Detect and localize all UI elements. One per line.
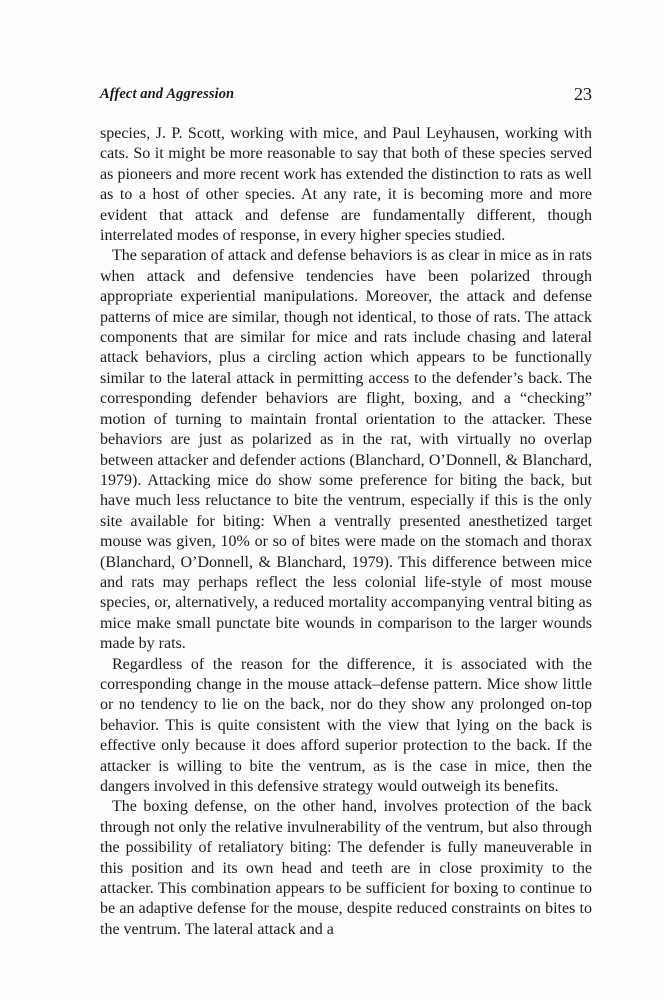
paragraph-boxing-defense: The boxing defense, on the other hand, involves protection of the back through not only the relative invulnerability of the ventrum, but also through the possibility of retaliatory biting: The defender is fully maneuverable in this position and its own head and teeth are in close proximity to the attacker. This combination appears to be sufficient for boxing to continue to be an adaptive defense for the mouse, despite reduced constraints on bites to the ventrum. The lateral attack and a xyxy=(100,798,592,938)
running-head xyxy=(100,86,592,108)
body-text xyxy=(100,124,592,940)
paragraph-continued: species, J. P. Scott, working with mice, and Paul Leyhausen, working with cats. So it might be more reasonable to say that both of these species served as pioneers and more recent work has extended the distinction to rats as well as to a host of other species. At any rate, it is becoming more and more evident that attack and defense are fundamentally different, though interrelated modes of response, in every higher species studied. xyxy=(100,125,592,245)
paragraph-lying-on-back: Regardless of the reason for the difference, it is associated with the corresponding change in the mouse attack–defense pattern. Mice show little or no tendency to lie on the back, nor do they show any prolonged on-top behavior. This is quite consistent with the view that lying on the back is effective only because it does afford superior protection to the back. If the attacker is willing to bite the ventrum, as is the case in mice, then the dangers involved in this defensive strategy would outweigh its benefits. xyxy=(100,655,592,795)
running-title: Affect and Aggression xyxy=(100,86,235,102)
paragraph-attack-defense-mice: The separation of attack and defense behaviors is as clear in mice as in rats when attack and defensive tendencies have been polarized through appropriate experiential manipulations. Moreover, the attack and defense patterns of mice are similar, though not identical, to those of rats. The attack components that are similar for mice and rats include chasing and lateral attack behaviors, plus a circling action which appears to be functionally similar to the lateral attack in permitting access to the defender’s back. The corresponding defender behaviors are flight, boxing, and a “checking” motion of turning to maintain frontal orientation to the attacker. These behaviors are just as polarized as in the rat, with virtually no overlap between attacker and defender actions (Blanchard, O’Donnell, & Blanchard, 1979). Attacking mice do show some preference for biting the back, but have much less reluctance to bite the ventrum, especially if this is the only site available for biting: When a ventrally presented anesthetized target mouse was given, 10% or so of bites were made on the stomach and thorax (Blanchard, O’Donnell, & Blanchard, 1979). This difference between mice and rats may perhaps reflect the less colonial life-style of most mouse species, or, alternatively, a reduced mortality accompanying ventral biting as mice make small punctate bite wounds in comparison to the larger wounds made by rats. xyxy=(100,247,592,653)
page-number: 23 xyxy=(574,84,592,104)
